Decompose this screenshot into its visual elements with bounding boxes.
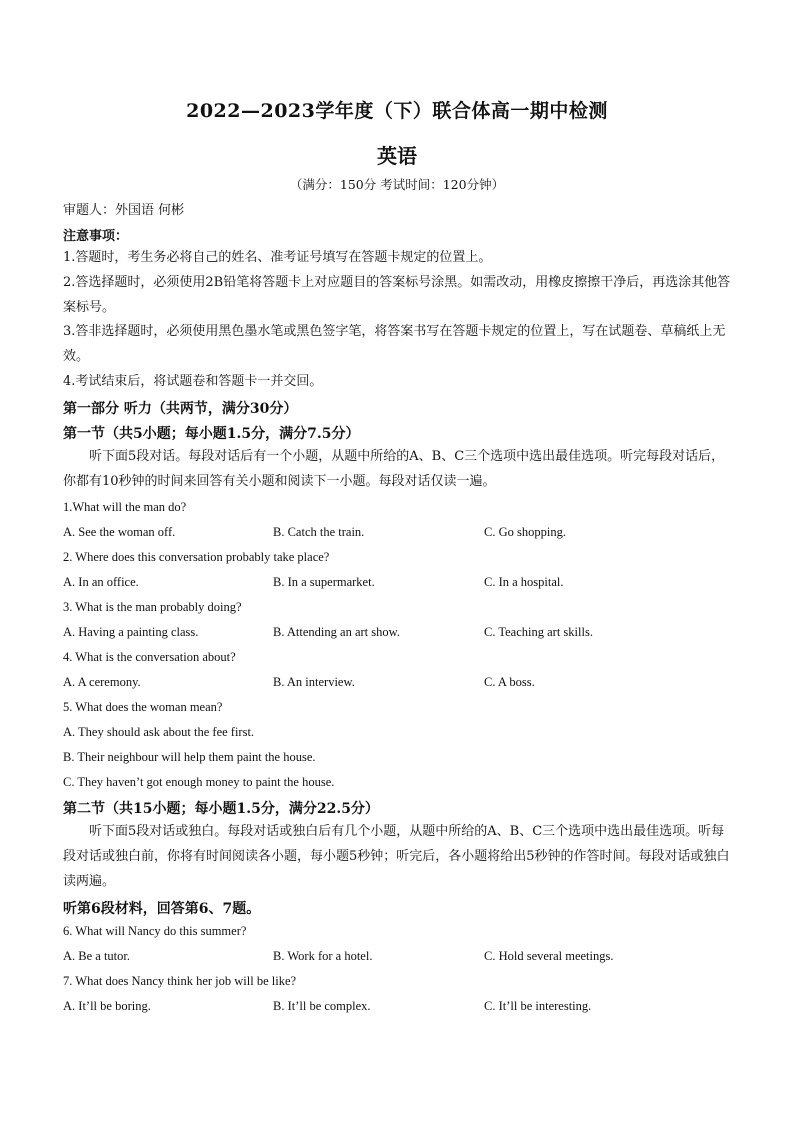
question-6: 6. What will Nancy do this summer?: [63, 924, 247, 938]
section2-instructions: 听下面5段对话或独白。每段对话或独白后有几个小题，从题中所给的A、B、C三个选项中选出最佳选项。听每段对话或独白前，你将有时间阅读各小题，每小题5秒钟；听完后，各小题将给出5秒钟的作答时间。每段对话或独白读两遍。: [63, 824, 730, 889]
question-2: 2. Where does this conversation probably take place?: [63, 550, 330, 564]
q1-option-c: C. Go shopping.: [484, 525, 566, 539]
section1-instructions: 听下面5段对话。每段对话后有一个小题，从题中所给的A、B、C三个选项中选出最佳选项。听完每段对话后，你都有10秒钟的时间来回答有关小题和阅读下一小题。每段对话仅读一遍。: [63, 449, 725, 489]
q7-option-c: C. It’ll be interesting.: [484, 999, 592, 1013]
q6-option-a: A. Be a tutor.: [63, 949, 131, 963]
q3-option-a: A. Having a painting class.: [63, 625, 199, 639]
q3-option-c: C. Teaching art skills.: [484, 625, 593, 639]
q5-option-b: B. Their neighbour will help them paint the house.: [63, 750, 316, 764]
score-time-info: （满分：150分 考试时间：120分钟）: [289, 177, 505, 192]
q4-option-a: A. A ceremony.: [63, 675, 141, 689]
q5-option-c: C. They haven’t got enough money to paint the house.: [63, 775, 335, 789]
notes-item-1: 1.答题时，考生务必将自己的姓名、准考证号填写在答题卡规定的位置上。: [63, 250, 492, 265]
notes-item-4: 4.考试结束后，将试题卷和答题卡一并交回。: [63, 374, 323, 389]
q7-option-b: B. It’ll be complex.: [273, 999, 371, 1013]
question-3: 3. What is the man probably doing?: [63, 600, 242, 614]
exam-title: 2022—2023学年度（下）联合体高一期中检测: [186, 100, 608, 122]
q1-option-b: B. Catch the train.: [273, 525, 365, 539]
q2-option-b: B. In a supermarket.: [273, 575, 375, 589]
question-1: 1.What will the man do?: [63, 500, 187, 514]
notes-item-2: 2.答选择题时，必须使用2B铅笔将答题卡上对应题目的答案标号涂黑。如需改动，用橡皮擦擦干净后，再选涂其他答案标号。: [63, 275, 731, 315]
q5-option-a: A. They should ask about the fee first.: [63, 725, 255, 739]
section2-heading: 第二节（共15小题；每小题1.5分，满分22.5分）: [63, 801, 379, 817]
q6-option-c: C. Hold several meetings.: [484, 949, 614, 963]
q6-option-b: B. Work for a hotel.: [273, 949, 373, 963]
question-7: 7. What does Nancy think her job will be like?: [63, 974, 297, 988]
q2-option-a: A. In an office.: [63, 575, 139, 589]
q4-option-b: B. An interview.: [273, 675, 355, 689]
q7-option-a: A. It’ll be boring.: [63, 999, 151, 1013]
question-5: 5. What does the woman mean?: [63, 700, 223, 714]
section1-heading: 第一节（共5小题；每小题1.5分，满分7.5分）: [63, 426, 360, 442]
notes-item-3: 3.答非选择题时，必须使用黑色墨水笔或黑色签字笔，将答案书写在答题卡规定的位置上，写在试题卷、草稿纸上无效。: [63, 324, 726, 364]
q2-option-c: C. In a hospital.: [484, 575, 564, 589]
part1-heading: 第一部分 听力（共两节，满分30分）: [63, 401, 298, 417]
notes-heading: 注意事项：: [63, 229, 129, 244]
material-6-heading: 听第6段材料，回答第6、7题。: [63, 901, 261, 917]
q3-option-b: B. Attending an art show.: [273, 625, 400, 639]
q1-option-a: A. See the woman off.: [63, 525, 176, 539]
question-4: 4. What is the conversation about?: [63, 650, 236, 664]
subject-title: 英语: [377, 144, 417, 168]
reviewer-line: 审题人：外国语 何彬: [63, 203, 185, 218]
q4-option-c: C. A boss.: [484, 675, 535, 689]
